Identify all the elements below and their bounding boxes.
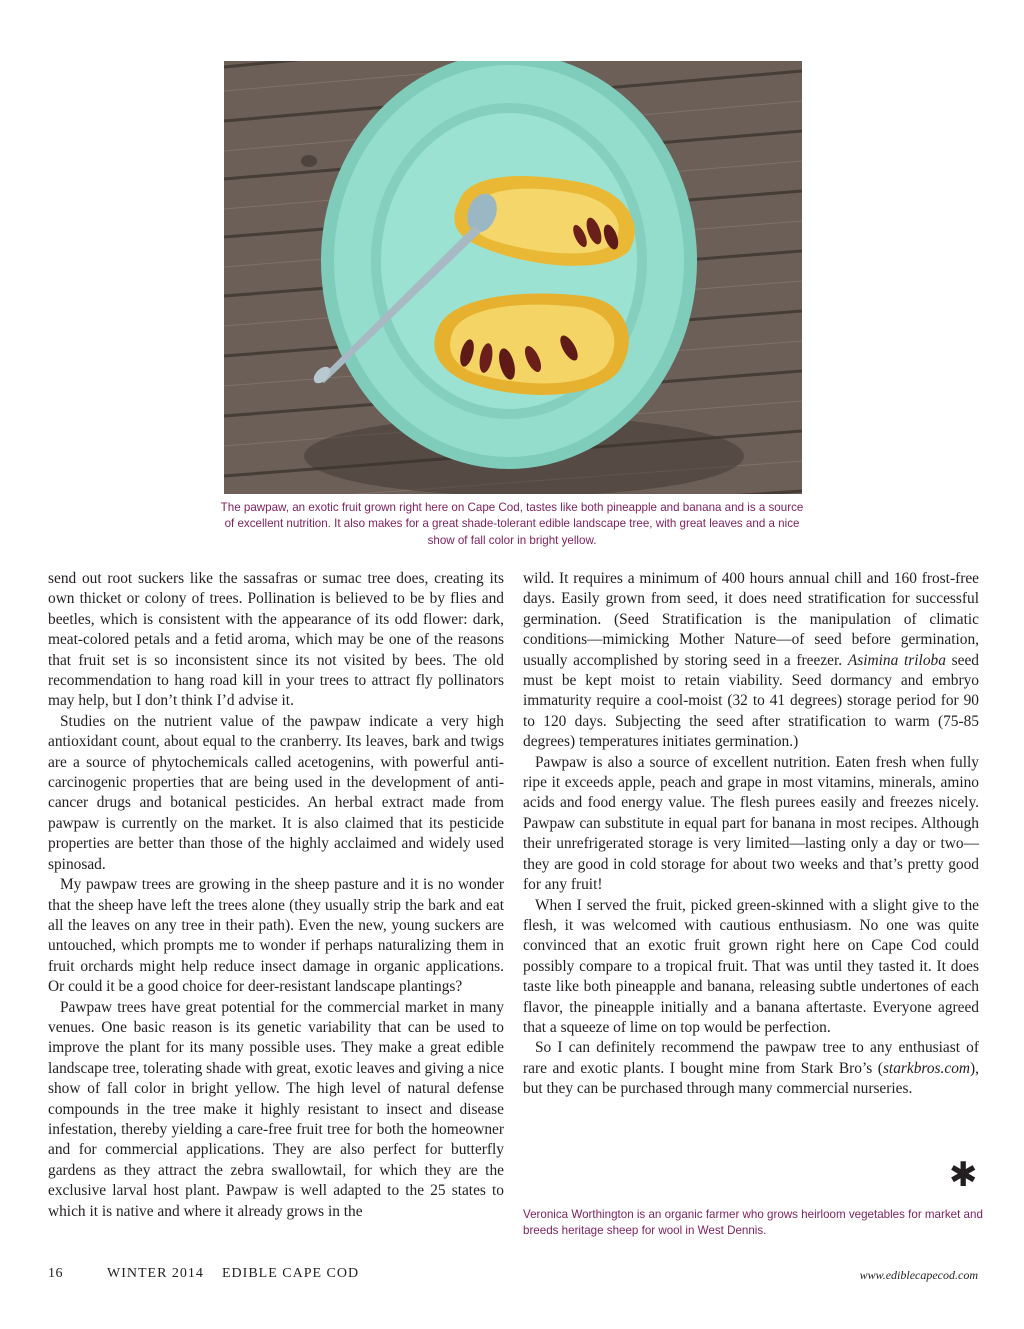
paragraph-text: wild. It requires a minimum of 400 hours annual chill and 160 frost-free days. Easily grown from seed, it does need stratification for successful germination. (Seed Stratification is the manipulation of climatic conditions—mimicking Mother Nature—of seed before germination, usually accomplished by storing seed in a freezer. [523,570,979,669]
pawpaw-photo [224,61,802,494]
paragraph-text: ), but they can be purchased through many commercial nurseries. [523,1059,979,1098]
body-paragraph: My pawpaw trees are growing in the sheep pasture and it is no wonder that the sheep have left the trees alone (they usually strip the bark and eat all the leaves on any tree in their path). Even the new, young suckers are untouched, which prompts me to wonder if perhaps naturalizing them in fruit orchards might help reduce insect damage in organic applications. Or could it be a good choice for deer-resistant landscape plantings? [48,876,504,996]
issue-label: WINTER 2014 [107,1266,204,1281]
author-bio: Veronica Worthington is an organic farmer who grows heirloom vegetables for market and breeds heritage sheep for wool in West Dennis. [523,1208,983,1238]
paragraph-text: So I can definitely recommend the pawpaw tree to any enthusiast of rare and exotic plants. I bought mine from Stark Bro’s ( [523,1039,979,1077]
body-paragraph: Pawpaw is also a source of excellent nutrition. Eaten fresh when fully ripe it exceeds apple, peach and grape in most vitamins, minerals, amino acids and food energy value. The flesh purees easily and freezes nicely. Pawpaw can substitute in equal part for banana in most recipes. Although their unrefrigerated storage is very limited—lasting only a day or two—they are good in cold storage for about two weeks and that’s pretty good for any fruit! [523,753,979,894]
body-paragraph: Studies on the nutrient value of the pawpaw indicate a very high antioxidant count, about equal to the cranberry. Its leaves, bark and twigs are a source of phytochemicals called acetogenins, with powerful anti-carcinogenic properties that are being used in the development of anti-cancer drugs and botanical pesticides. An herbal extract made from pawpaw is currently on the market. It is also claimed that its pesticide properties are better than those of the highly acclaimed and widely used spinosad. [48,712,504,873]
article-left-column [48,569,504,1222]
magazine-name: EDIBLE CAPE COD [222,1266,360,1281]
body-paragraph: send out root suckers like the sassafras or sumac tree does, creating its own thicket or colony of trees. Pollination is believed to be by flies and beetles, which is consistent with the appearance of its odd flower: dark, meat-colored petals and a fetid aroma, which may be one of the reasons that fruit set is so inconsistent since its not visited by bees. The old recommendation to hang road kill in your trees to attract fly pollinators may help, but I don’t think I’d advise it. [48,570,504,710]
photo-caption: The pawpaw, an exotic fruit grown right here on Cape Cod, tastes like both pineapple and banana and is a source of excellent nutrition. It also makes for a great shade-tolerant edible landscape tree, with great leaves and a nice show of fall color in bright yellow. [220,501,804,547]
end-of-article-star-icon: ✱ [949,1155,978,1195]
species-name: Asimina triloba [847,651,946,669]
starkbros-link[interactable]: starkbros.com [882,1059,971,1077]
website-url[interactable]: www.ediblecapecod.com [859,1268,978,1282]
page-number: 16 [48,1266,63,1281]
body-paragraph [523,569,979,753]
paragraph-text: seed must be kept moist to retain viability. Seed dormancy and embryo immaturity require a cool-moist (32 to 41 degrees) storage period for 90 to 120 days. Subjecting the seed after stratification to warm (75-85 degrees) temperatures initiates germination.) [523,651,979,751]
article-right-column [523,569,979,1100]
body-paragraph: Pawpaw trees have great potential for the commercial market in many venues. One basic reason is its genetic variability that can be used to improve the plant for its many possible uses. They make a great edible landscape tree, tolerating shade with great, exotic leaves and giving a nice show of fall color in bright yellow. The high level of natural defense compounds in the tree make it highly resistant to insect and disease infestation, thereby yielding a care-free fruit tree for both the homeowner and for commercial applications. They are also perfect for butterfly gardens as they attract the zebra swallowtail, for which they are the exclusive larval host plant. Pawpaw is well adapted to the 25 states to which it is native and where it already grows in the [48,998,504,1220]
body-paragraph: When I served the fruit, picked green-skinned with a slight give to the flesh, it was welcomed with cautious enthusiasm. No one was quite convinced that an exotic fruit grown right here on Cape Cod could possibly compare to a tropical fruit. That was until they tasted it. It does taste like both pineapple and banana, releasing subtle undertones of each flavor, the pineapple initially and a banana aftertaste. Everyone agreed that a squeeze of lime on top would be perfection. [523,896,979,1036]
body-paragraph [523,1038,979,1099]
